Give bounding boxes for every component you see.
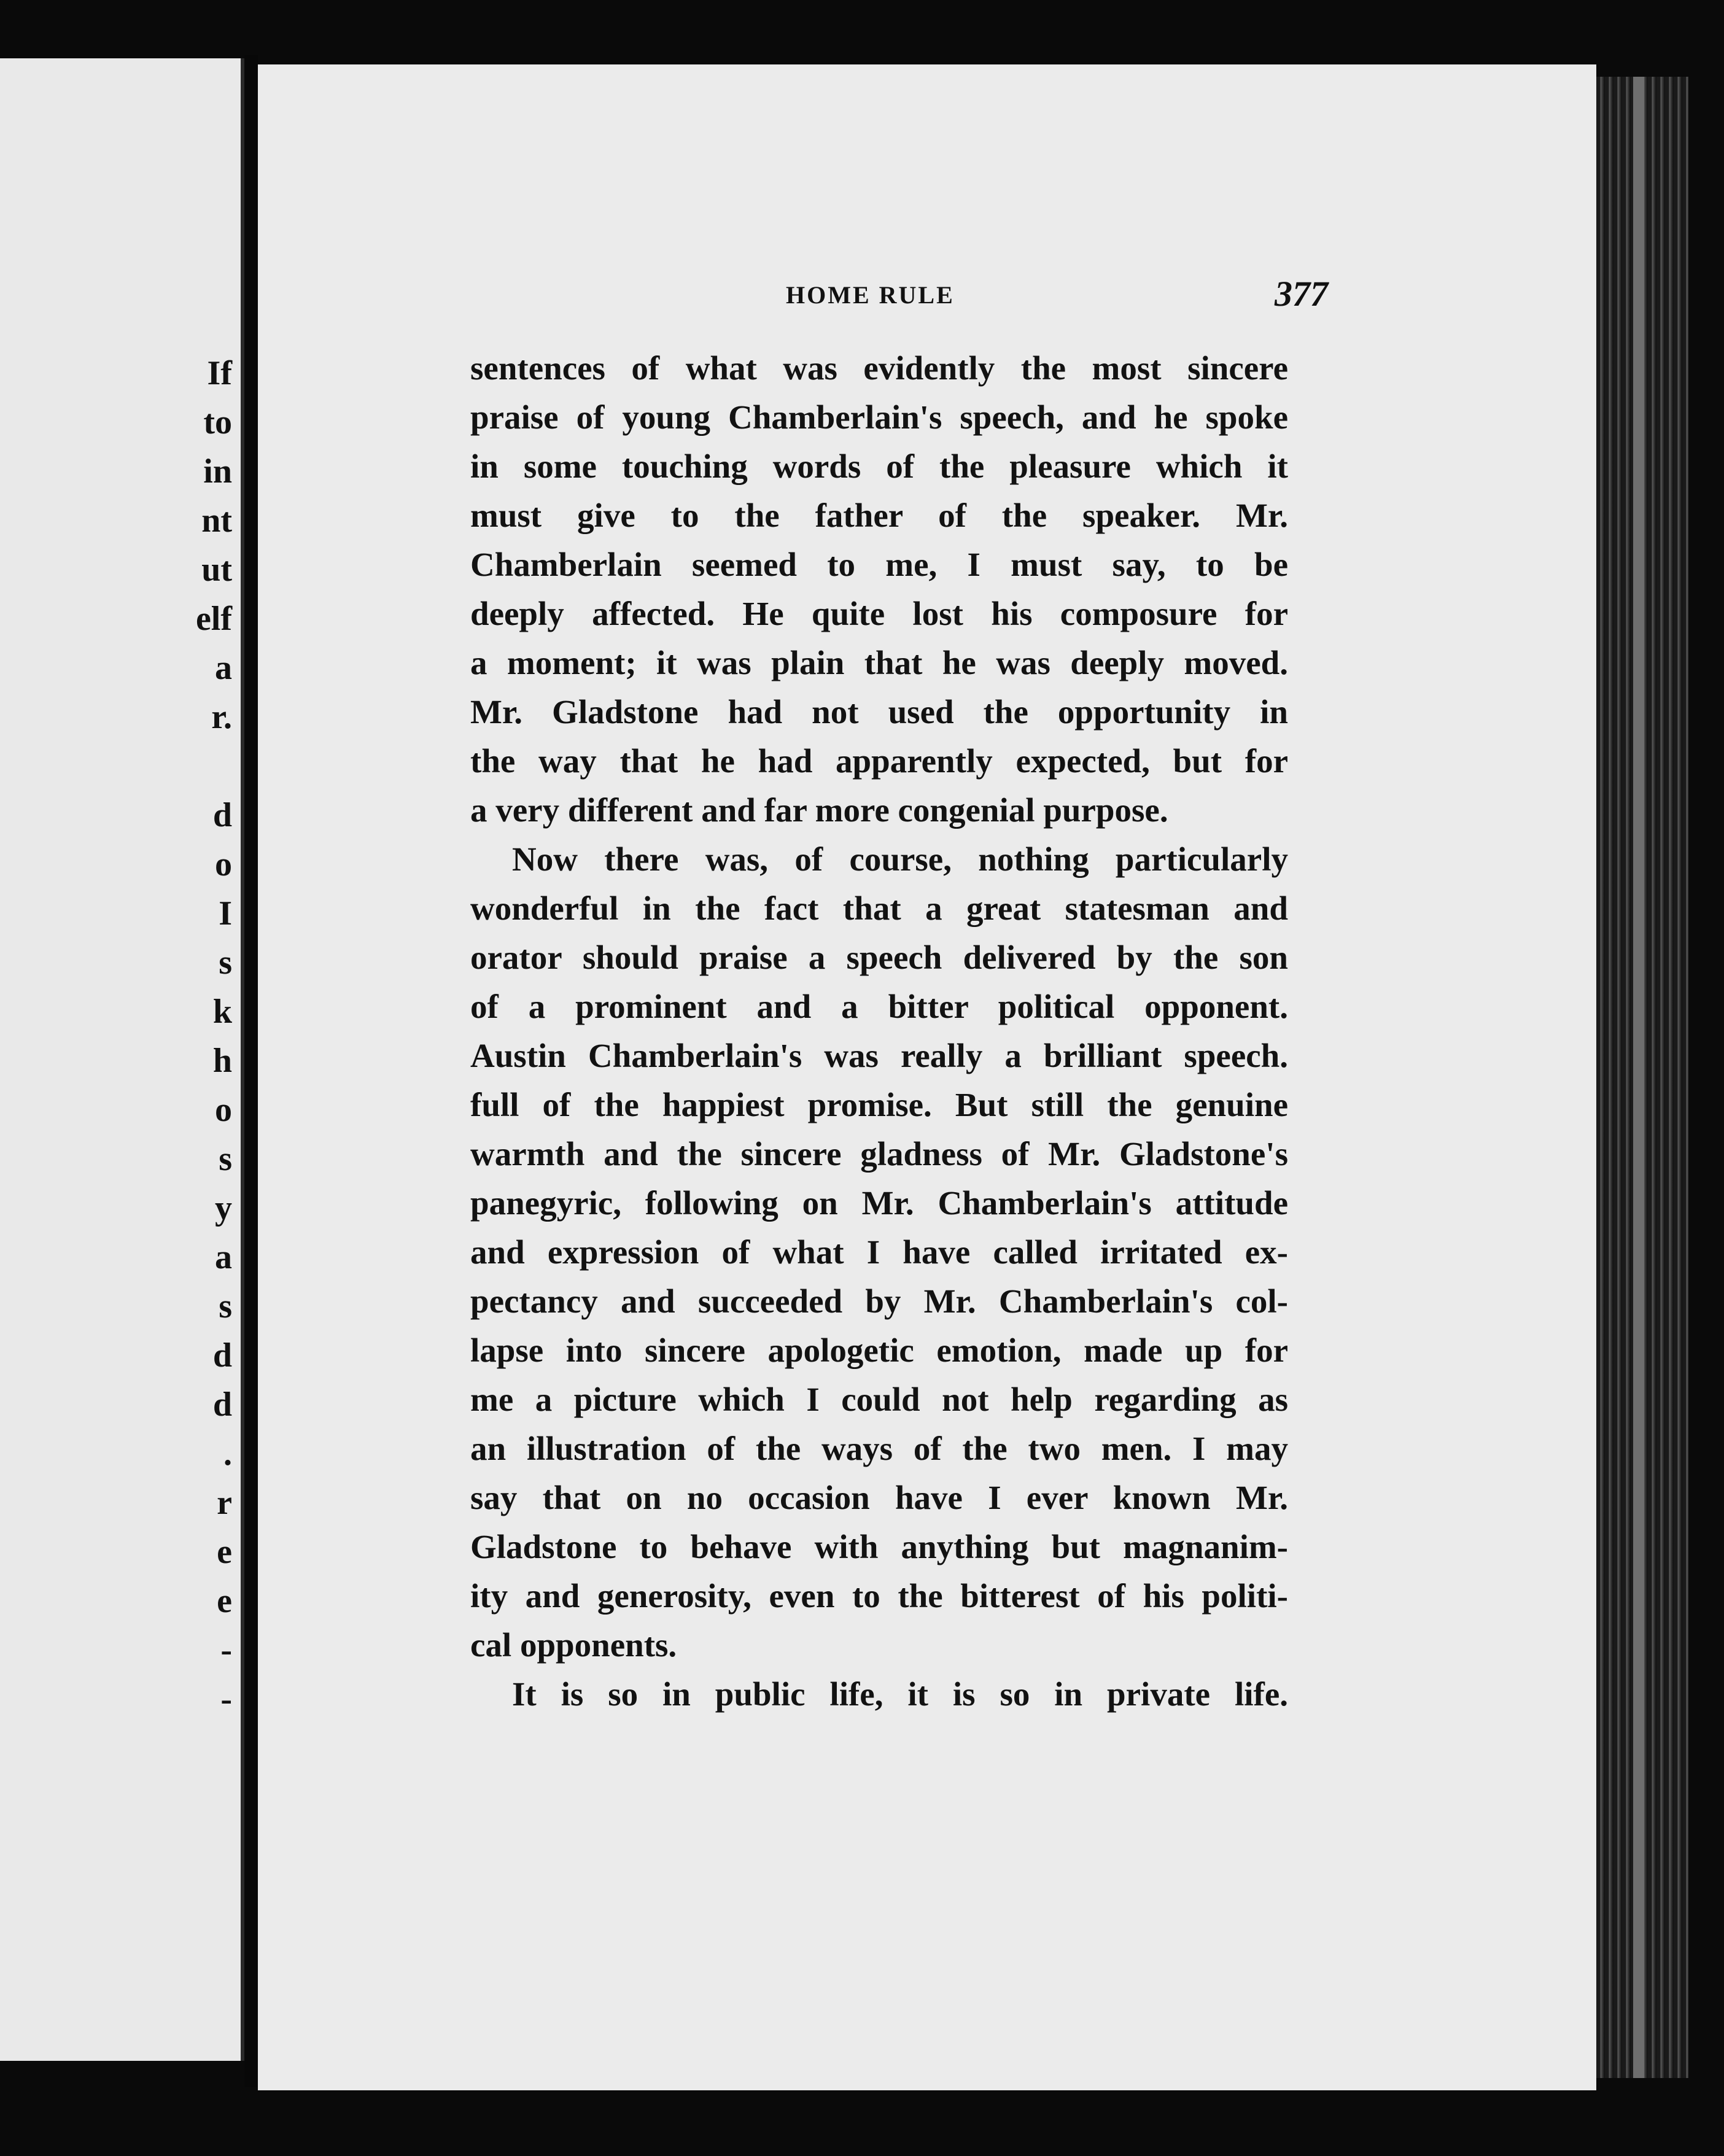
left-page-fragment: a [215, 1238, 232, 1276]
left-page-fragment: h [212, 1042, 232, 1080]
left-page-fragment: s [219, 1140, 232, 1178]
text-line: warmth and the sincere gladness of Mr. Gladstone's [470, 1135, 1288, 1173]
left-page-fragment: . [223, 1435, 232, 1473]
left-page-fragment: If [207, 354, 232, 392]
left-page-fragment: a [215, 649, 232, 687]
left-page-fragment: - [220, 1631, 232, 1669]
text-line: wonderful in the fact that a great statesman and [470, 890, 1288, 927]
text-line: panegyric, following on Mr. Chamberlain's attitude [470, 1184, 1288, 1222]
text-line: the way that he had apparently expected, but for [470, 742, 1288, 780]
text-line: in some touching words of the pleasure which it [470, 448, 1288, 485]
page-number: 377 [1275, 274, 1328, 314]
left-page-fragment: d [212, 1336, 232, 1375]
left-page-fragment: s [219, 944, 232, 982]
left-page-fragment: I [219, 894, 232, 933]
text-line: Chamberlain seemed to me, I must say, to be [470, 546, 1288, 583]
page-edge-highlight [1633, 77, 1644, 2078]
text-line: sentences of what was evidently the most sincere [470, 349, 1288, 387]
text-line: Gladstone to behave with anything but magnanim- [470, 1528, 1288, 1565]
text-line: must give to the father of the speaker. Mr. [470, 497, 1288, 534]
text-line: cal opponents. [470, 1626, 677, 1664]
running-title: HOME RULE [786, 281, 955, 309]
text-line: a very different and far more congenial purpose. [470, 791, 1168, 829]
left-page-fragment: s [219, 1287, 232, 1325]
text-line: praise of young Chamberlain's speech, and he spoke [470, 398, 1288, 436]
text-line: Austin Chamberlain's was really a brilliant speech. [470, 1037, 1288, 1074]
left-page-fragment: d [212, 796, 232, 834]
left-page-fragment: nt [201, 502, 232, 540]
text-line: orator should praise a speech delivered by the son [470, 939, 1288, 976]
text-line: deeply affected. He quite lost his composure for [470, 595, 1288, 632]
left-page-fragment: k [212, 993, 232, 1031]
text-line: me a picture which I could not help regarding as [470, 1381, 1288, 1418]
left-page-fragment: o [215, 845, 232, 883]
text-line: full of the happiest promise. But still the genuine [470, 1086, 1288, 1123]
left-page-fragment: r. [211, 698, 232, 736]
left-page-fragment: r [217, 1484, 232, 1522]
text-line: Now there was, of course, nothing particularly [512, 840, 1288, 878]
text-line: and expression of what I have called irritated ex- [470, 1233, 1288, 1271]
left-page-fragment: - [220, 1680, 232, 1718]
left-page-fragment: elf [195, 600, 232, 638]
text-line: pectancy and succeeded by Mr. Chamberlain's col- [470, 1282, 1288, 1320]
right-page [258, 64, 1596, 2090]
left-page-fragment: ut [201, 551, 232, 589]
left-facing-page [0, 58, 244, 2061]
left-page-fragment: d [212, 1386, 232, 1424]
left-page-fragment: e [217, 1582, 232, 1620]
text-line: ity and generosity, even to the bitterest of his politi- [470, 1577, 1288, 1615]
book-gutter [244, 55, 258, 2087]
left-page-fragment: o [215, 1091, 232, 1129]
text-line: of a prominent and a bitter political opponent. [470, 988, 1288, 1025]
running-head [258, 273, 1596, 322]
text-line: an illustration of the ways of the two men. I may [470, 1430, 1288, 1467]
left-page-fragment: e [217, 1533, 232, 1571]
page-edge-stack [1596, 77, 1688, 2078]
text-line: It is so in public life, it is so in private life. [512, 1675, 1288, 1713]
left-page-fragment: to [203, 403, 232, 441]
text-line: say that on no occasion have I ever known Mr. [470, 1479, 1288, 1516]
text-line: Mr. Gladstone had not used the opportunity in [470, 693, 1288, 731]
left-page-fragment: in [203, 452, 232, 491]
text-line: lapse into sincere apologetic emotion, made up for [470, 1332, 1288, 1369]
left-page-fragment: y [215, 1189, 232, 1227]
text-line: a moment; it was plain that he was deeply moved. [470, 644, 1288, 681]
body-text [470, 344, 1288, 1719]
